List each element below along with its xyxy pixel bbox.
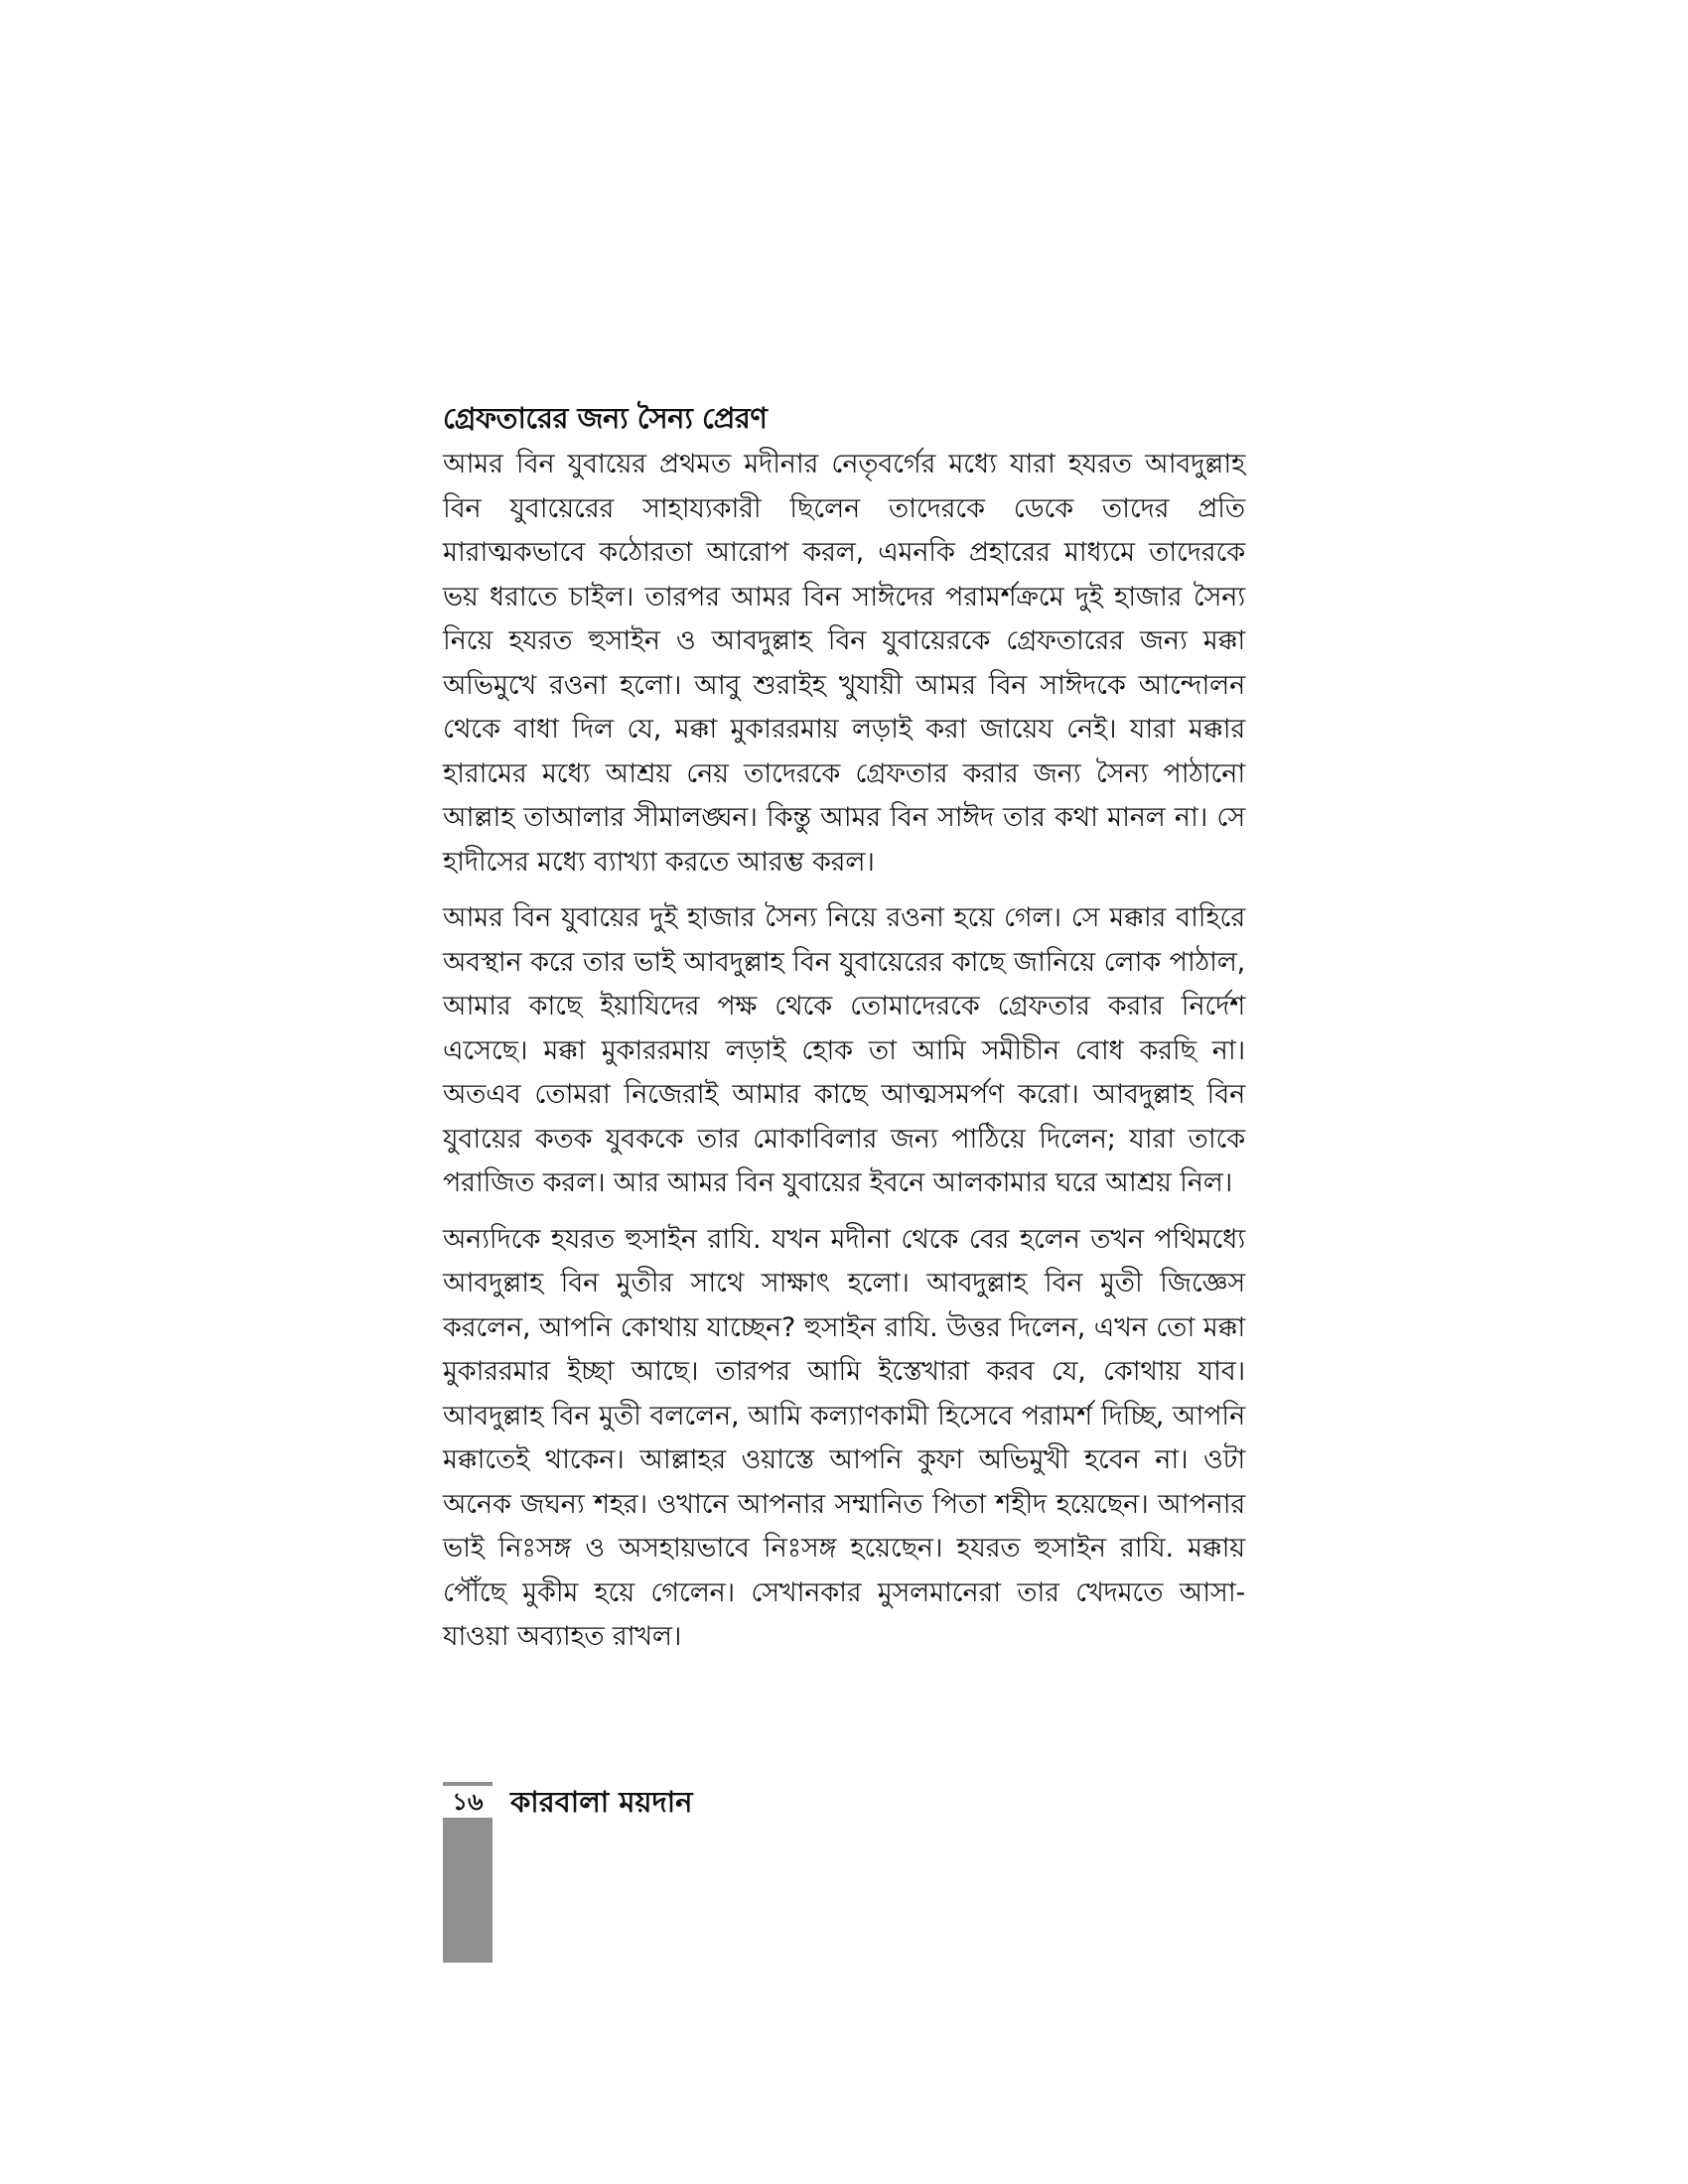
- paragraph-1: আমর বিন যুবায়ের প্রথমত মদীনার নেতৃবর্গের মধ্যে যারা হযরত আবদুল্লাহ বিন যুবায়েরের সাহায্যকারী ছিলেন তাদেরকে ডেকে তাদের প্রতি মারাত্মকভাবে কঠোরতা আরোপ করল, এমনকি প্রহারের মাধ্যমে তাদেরকে ভয় ধরাতে চাইল। তারপর আমর বিন সাঈদের পরামর্শক্রমে দুই হাজার সৈন্য নিয়ে হযরত হুসাইন ও আবদুল্লাহ বিন যুবায়েরকে গ্রেফতারের জন্য মক্কা অভিমুখে রওনা হলো। আবু শুরাইহ খুযায়ী আমর বিন সাঈদকে আন্দোলন থেকে বাধা দিল যে, মক্কা মুকাররমায় লড়াই করা জায়েয নেই। যারা মক্কার হারামের মধ্যে আশ্রয় নেয় তাদেরকে গ্রেফতার করার জন্য সৈন্য পাঠানো আল্লাহ তাআলার সীমালঙ্ঘন। কিন্তু আমর বিন সাঈদ তার কথা মানল না। সে হাদীসের মধ্যে ব্যাখ্যা করতে আরম্ভ করল।: [443, 449, 1245, 878]
- page-number: ১৬: [452, 1788, 484, 1816]
- paragraph-2: আমর বিন যুবায়ের দুই হাজার সৈন্য নিয়ে রওনা হয়ে গেল। সে মক্কার বাহিরে অবস্থান করে তার ভাই আবদুল্লাহ বিন যুবায়েরের কাছে জানিয়ে লোক পাঠাল, আমার কাছে ইয়াযিদের পক্ষ থেকে তোমাদেরকে গ্রেফতার করার নির্দেশ এসেছে। মক্কা মুকাররমায় লড়াই হোক তা আমি সমীচীন বোধ করছি না। অতএব তোমরা নিজেরাই আমার কাছে আত্মসমর্পণ করো। আবদুল্লাহ বিন যুবায়ের কতক যুবককে তার মোকাবিলার জন্য পাঠিয়ে দিলেন; যারা তাকে পরাজিত করল। আর আমর বিন যুবায়ের ইবনে আলকামার ঘরে আশ্রয় নিল।: [443, 902, 1245, 1198]
- section-heading: গ্রেফতারের জন্য সৈন্য প্রেরণ: [443, 401, 768, 435]
- book-title: কারবালা ময়দান: [510, 1785, 693, 1819]
- page-body: [443, 397, 1245, 1672]
- paragraph-3: অন্যদিকে হযরত হুসাইন রাযি. যখন মদীনা থেকে বের হলেন তখন পথিমধ্যে আবদুল্লাহ বিন মুতীর সাথে সাক্ষাৎ হলো। আবদুল্লাহ বিন মুতী জিজ্ঞেস করলেন, আপনি কোথায় যাচ্ছেন? হুসাইন রাযি. উত্তর দিলেন, এখন তো মক্কা মুকাররমার ইচ্ছা আছে। তারপর আমি ইস্তেখারা করব যে, কোথায় যাব। আবদুল্লাহ বিন মুতী বললেন, আমি কল্যাণকামী হিসেবে পরামর্শ দিচ্ছি, আপনি মক্কাতেই থাকেন। আল্লাহর ওয়াস্তে আপনি কুফা অভিমুখী হবেন না। ওটা অনেক জঘন্য শহর। ওখানে আপনার সম্মানিত পিতা শহীদ হয়েছেন। আপনার ভাই নিঃসঙ্গ ও অসহায়ভাবে নিঃসঙ্গ হয়েছেন। হযরত হুসাইন রাযি. মক্কায় পৌঁছে মুকীম হয়ে গেলেন। সেখানকার মুসলমানেরা তার খেদমতে আসা-যাওয়া অব্যাহত রাখল।: [443, 1223, 1245, 1652]
